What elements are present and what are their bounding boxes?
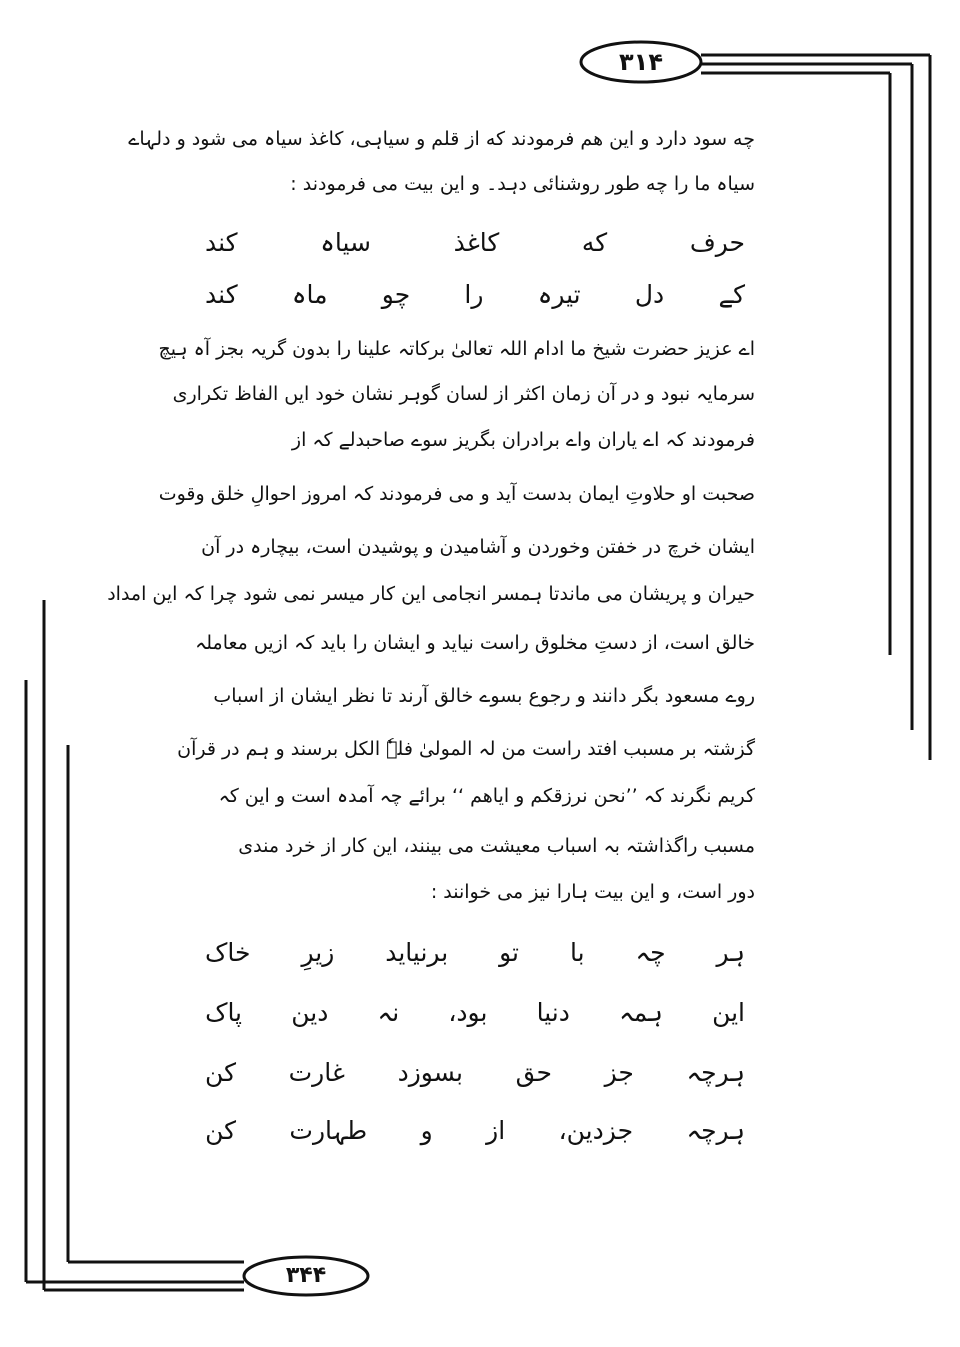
verse-word: بود، bbox=[448, 998, 488, 1027]
paragraph-line: سیاہ ما را چه طور روشنائی دہد۔ و این بیت می فرمودند : bbox=[290, 173, 755, 195]
verse-word: پاک bbox=[205, 998, 243, 1027]
verse-word: که bbox=[581, 228, 608, 257]
paragraph-line: دور است، و این بیت ہارا نیز می خوانند : bbox=[430, 881, 755, 903]
page-number-top: ۳۱۴ bbox=[619, 48, 663, 76]
paragraph-line: روے مسعود بگر دانند و رجوع بسوے خالق آرند تا نظر ایشان از اسباب bbox=[213, 685, 755, 707]
verse-word: حق bbox=[515, 1058, 552, 1087]
verse-line bbox=[205, 1060, 745, 1085]
verse-word: برنیاید bbox=[385, 938, 449, 967]
verse-word: زیرِ bbox=[301, 938, 335, 967]
verse-word: دل bbox=[634, 280, 665, 309]
verse-word: کے bbox=[718, 280, 745, 309]
verse-word: دین bbox=[291, 998, 329, 1027]
verse-word: سیاہ bbox=[320, 228, 371, 257]
verse-word: از bbox=[486, 1116, 506, 1145]
verse-word: بسوزد bbox=[397, 1058, 463, 1087]
verse-word: غارت bbox=[288, 1058, 345, 1087]
verse-word: کن bbox=[205, 1058, 236, 1087]
verse-word: کند bbox=[205, 280, 238, 309]
paragraph-line: خالق است، از دستِ مخلوق راست نیاید و ایشان را باید کہ ازیں معاملہ bbox=[195, 632, 755, 654]
verse-word: ماہ bbox=[291, 280, 328, 309]
verse-word: و bbox=[420, 1116, 433, 1145]
verse-word: ہر bbox=[716, 938, 745, 967]
verse-word: را bbox=[464, 280, 484, 309]
verse-word: ہمہ bbox=[619, 998, 663, 1027]
paragraph-line: سرمایہ نبود و در آن زمان اکثر از لسان گوہر نشان خود ایں الفاظ تکراری bbox=[172, 383, 755, 405]
verse-line bbox=[205, 230, 745, 255]
verse-word: این bbox=[712, 998, 745, 1027]
verse-word: ہرچہ bbox=[686, 1116, 745, 1145]
paragraph-line: چه سود دارد و این هم فرمودند که از قلم و سیاہی، کاغذ سیاہ می شود و دلہاے bbox=[128, 128, 755, 150]
verse-word: کاغذ bbox=[453, 228, 500, 257]
paragraph-line: گزشتہ بر مسبب افتد راست من لہ المولیٰ فلہٗ الکل برسند و ہم در قرآن bbox=[177, 738, 755, 760]
verse-line bbox=[205, 282, 745, 307]
paragraph-line: مسبب راگذاشتہ بہ اسباب معیشت می بینند، این کار از خرد مندی bbox=[238, 835, 755, 857]
verse-word: جز bbox=[604, 1058, 634, 1087]
verse-word: ہرچہ bbox=[686, 1058, 745, 1087]
verse-word: خاک bbox=[205, 938, 251, 967]
verse-word: نہ bbox=[377, 998, 400, 1027]
paragraph-line: فرمودند کہ اے یاران واے برادران بگریز سوے صاحبدلے کہ از bbox=[291, 429, 755, 451]
verse-word: چہ bbox=[635, 938, 666, 967]
verse-word: چو bbox=[381, 280, 411, 309]
verse-line bbox=[205, 1000, 745, 1025]
paragraph-line: حیران و پریشان می ماندتا ہمسر انجامی این کار میسر نمی شود چرا کہ این امداد bbox=[107, 583, 755, 605]
verse-line bbox=[205, 940, 745, 965]
verse-word: دنیا bbox=[536, 998, 570, 1027]
verse-word: حرف bbox=[689, 228, 745, 257]
verse-word: کند bbox=[205, 228, 238, 257]
verse-word: طہارت bbox=[289, 1116, 368, 1145]
paragraph-line: اے عزیز حضرت شیخ ما ادام اللہ تعالیٰ برکاتہ علینا را بدون گریہ بجز آہ ہیچ bbox=[158, 338, 755, 360]
verse-line bbox=[205, 1118, 745, 1143]
page-number-bottom: ۳۴۴ bbox=[285, 1263, 327, 1288]
verse-word: کن bbox=[205, 1116, 236, 1145]
verse-word: با bbox=[569, 938, 585, 967]
paragraph-line: صحبت او حلاوتِ ایمان بدست آید و می فرمودند کہ امروز احوالِ خلق وقوت bbox=[158, 483, 755, 505]
paragraph-line: ایشان خرچ در خفتن وخوردن و آشامیدن و پوشیدن است، بیچارہ در آن bbox=[201, 536, 755, 558]
verse-word: تو bbox=[499, 938, 519, 967]
paragraph-line: کریم نگرند کہ ’’نحن نرزقکم و ایاھم ‘‘ برائے چہ آمدہ است و این کہ bbox=[218, 785, 755, 807]
verse-word: جزدین، bbox=[558, 1116, 634, 1145]
verse-word: تیرہ bbox=[537, 280, 581, 309]
